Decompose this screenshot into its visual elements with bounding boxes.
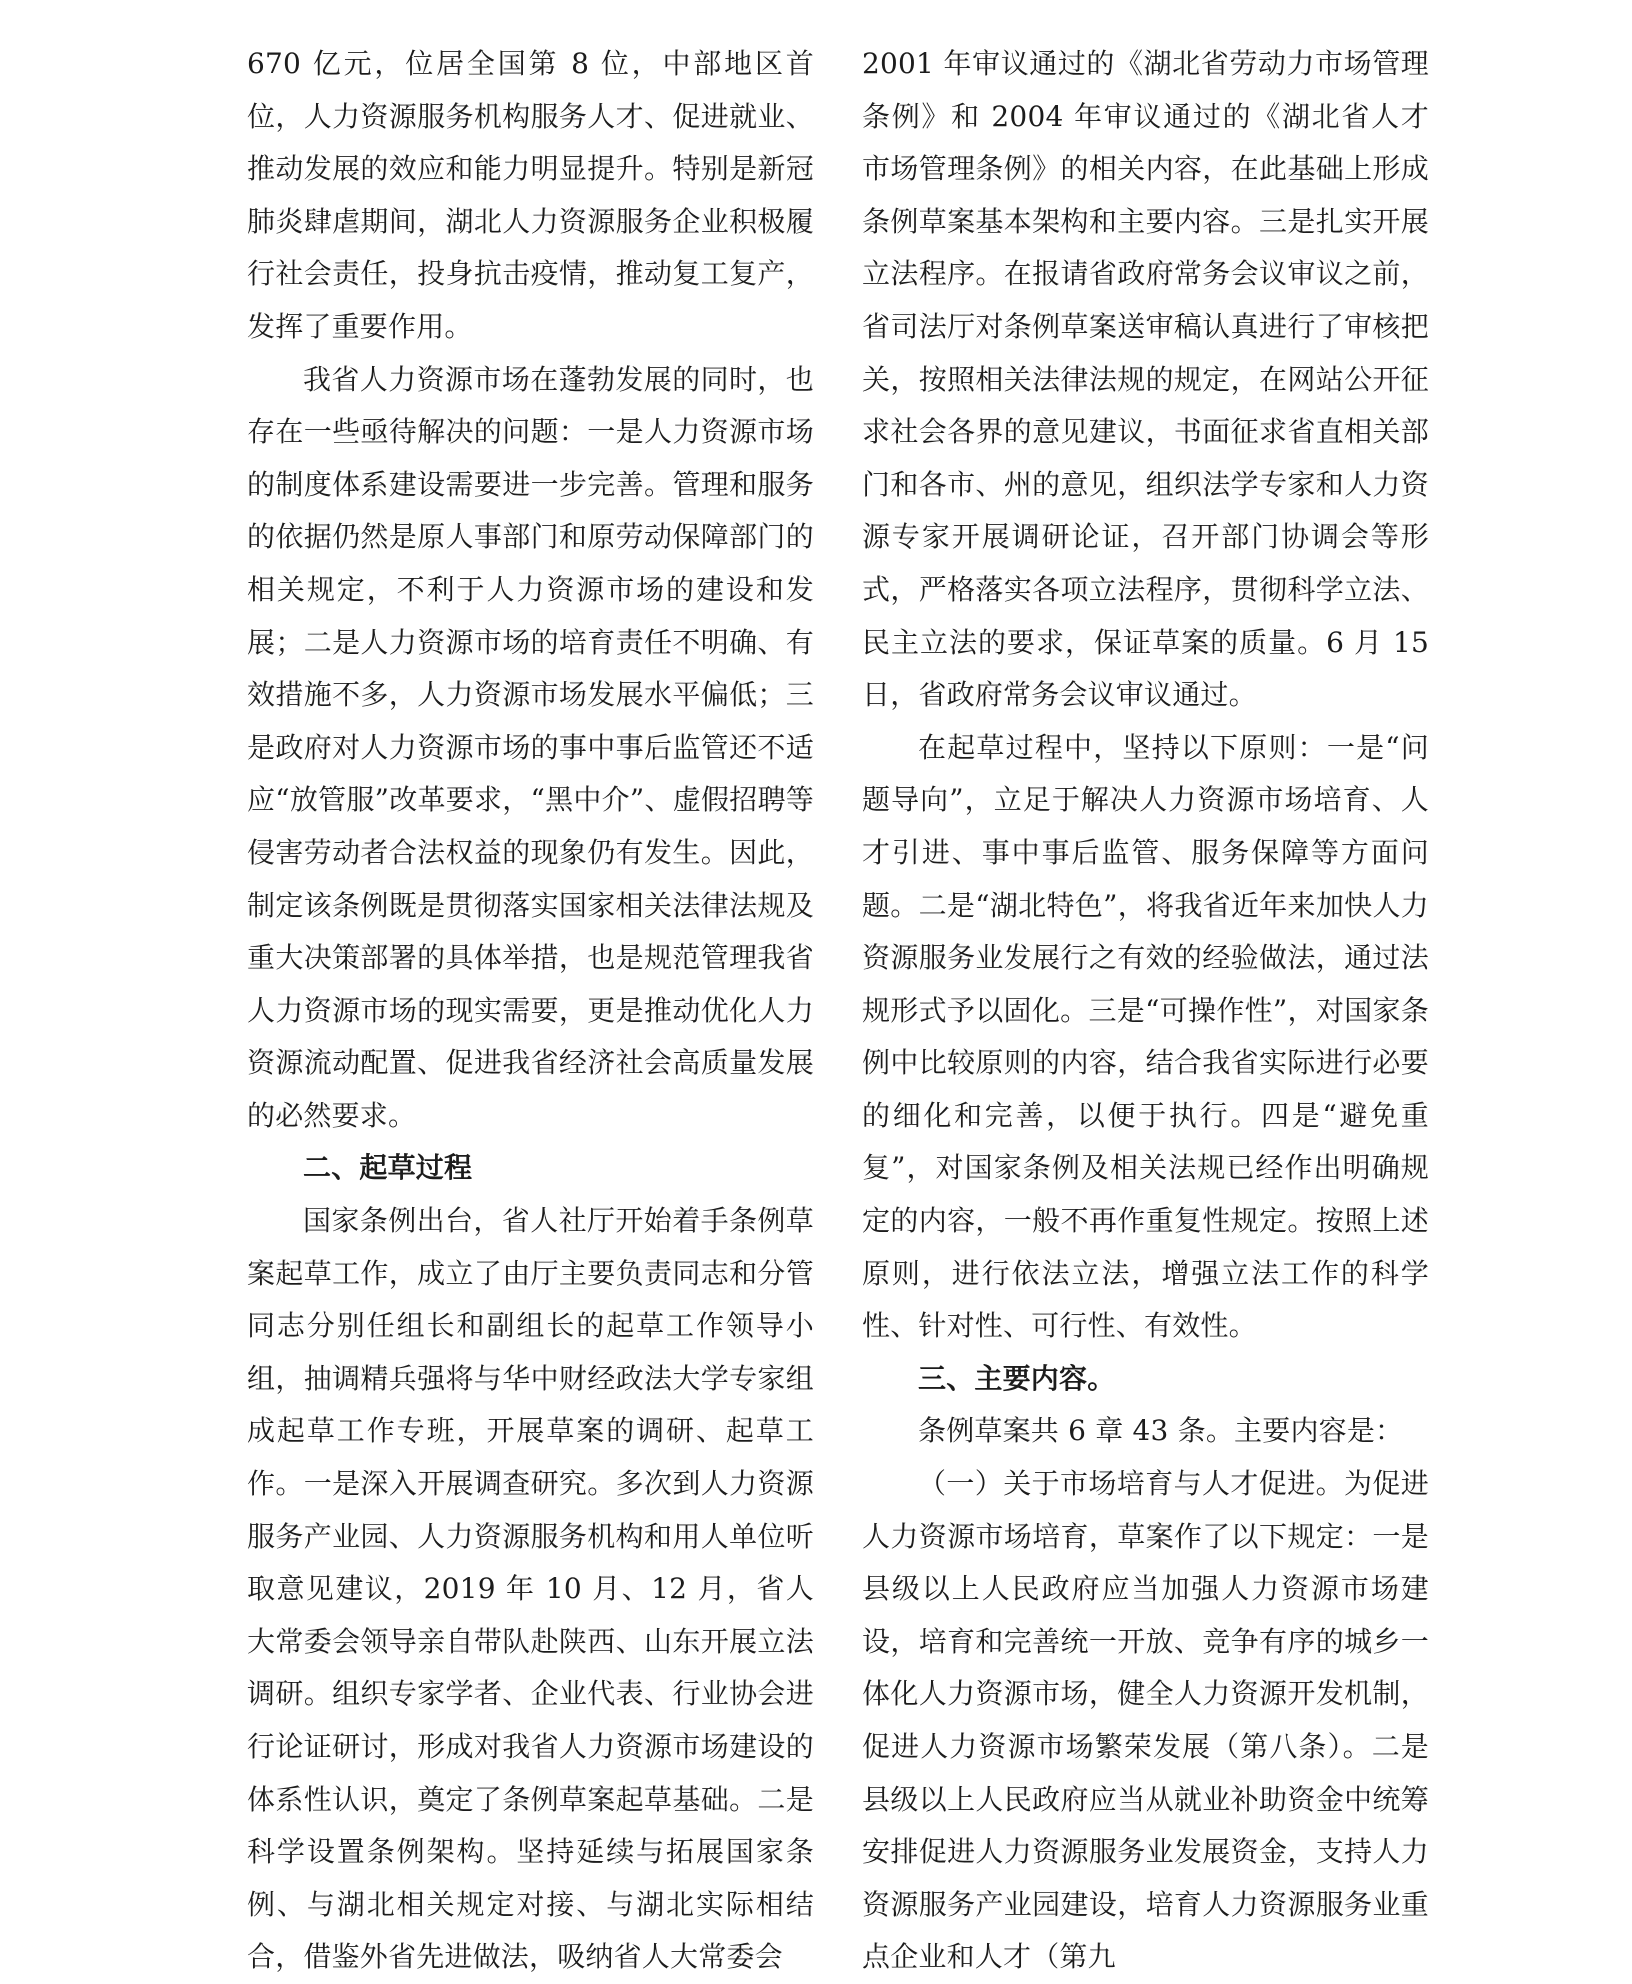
paragraph: 条例草案共 6 章 43 条。主要内容是： <box>918 1414 1404 1448</box>
paragraph: （一）关于市场培育与人才促进。为促进人力资源市场培育，草案作了以下规定：一是县级以上人民政府应当加强人力资源市场建设，培育和完善统一开放、竞争有序的城乡一体化人力资源市场，健全人力资源开发机制，促进人力资源市场繁荣发展（第八条）。二是县级以上人民政府应当从就业补助资金中统筹安排促进人力资源服务业发展资金，支持人力资源服务产业园建设，培育人力资源服务业重点企业和人才（第九 <box>862 1467 1429 1974</box>
paragraph: 670 亿元，位居全国第 8 位，中部地区首位，人力资源服务机构服务人才、促进就业、推动发展的效应和能力明显提升。特别是新冠肺炎肆虐期间，湖北人力资源服务企业积极履行社会责任，投身抗击疫情，推动复工复产，发挥了重要作用。 <box>247 47 814 343</box>
left-column <box>247 38 814 1984</box>
section-heading-main-content: 三、主要内容。 <box>918 1361 1116 1395</box>
section-heading-drafting-process: 二、起草过程 <box>303 1151 473 1185</box>
paragraph: 2001 年审议通过的《湖北省劳动力市场管理条例》和 2004 年审议通过的《湖北省人才市场管理条例》的相关内容，在此基础上形成条例草案基本架构和主要内容。三是扎实开展立法程序。在报请省政府常务会议审议之前，省司法厅对条例草案送审稿认真进行了审核把关，按照相关法律法规的规定，在网站公开征求社会各界的意见建议，书面征求省直相关部门和各市、州的意见，组织法学专家和人力资源专家开展调研论证，召开部门协调会等形式，严格落实各项立法程序，贯彻科学立法、民主立法的要求，保证草案的质量。6 月 15 日，省政府常务会议审议通过。 <box>862 47 1429 712</box>
paragraph: 国家条例出台，省人社厅开始着手条例草案起草工作，成立了由厅主要负责同志和分管同志分别任组长和副组长的起草工作领导小组，抽调精兵强将与华中财经政法大学专家组成起草工作专班，开展草案的调研、起草工作。一是深入开展调查研究。多次到人力资源服务产业园、人力资源服务机构和用人单位听取意见建议，2019 年 10 月、12 月，省人大常委会领导亲自带队赴陕西、山东开展立法调研。组织专家学者、企业代表、行业协会进行论证研讨，形成对我省人力资源市场建设的体系性认识，奠定了条例草案起草基础。二是科学设置条例架构。坚持延续与拓展国家条例、与湖北相关规定对接、与湖北实际相结合，借鉴外省先进做法，吸纳省人大常委会 <box>247 1204 814 1974</box>
paragraph: 我省人力资源市场在蓬勃发展的同时，也存在一些亟待解决的问题：一是人力资源市场的制度体系建设需要进一步完善。管理和服务的依据仍然是原人事部门和原劳动保障部门的相关规定，不利于人力资源市场的建设和发展；二是人力资源市场的培育责任不明确、有效措施不多，人力资源市场发展水平偏低；三是政府对人力资源市场的事中事后监管还不适应“放管服”改革要求，“黑中介”、虚假招聘等侵害劳动者合法权益的现象仍有发生。因此，制定该条例既是贯彻落实国家相关法律法规及重大决策部署的具体举措，也是规范管理我省人力资源市场的现实需要，更是推动优化人力资源流动配置、促进我省经济社会高质量发展的必然要求。 <box>247 362 814 1132</box>
paragraph: 在起草过程中，坚持以下原则：一是“问题导向”，立足于解决人力资源市场培育、人才引进、事中事后监管、服务保障等方面问题。二是“湖北特色”，将我省近年来加快人力资源服务业发展行之有效的经验做法，通过法规形式予以固化。三是“可操作性”，对国家条例中比较原则的内容，结合我省实际进行必要的细化和完善，以便于执行。四是“避免重复”，对国家条例及相关法规已经作出明确规定的内容，一般不再作重复性规定。按照上述原则，进行依法立法，增强立法工作的科学性、针对性、可行性、有效性。 <box>862 730 1429 1343</box>
right-column <box>862 38 1429 1984</box>
